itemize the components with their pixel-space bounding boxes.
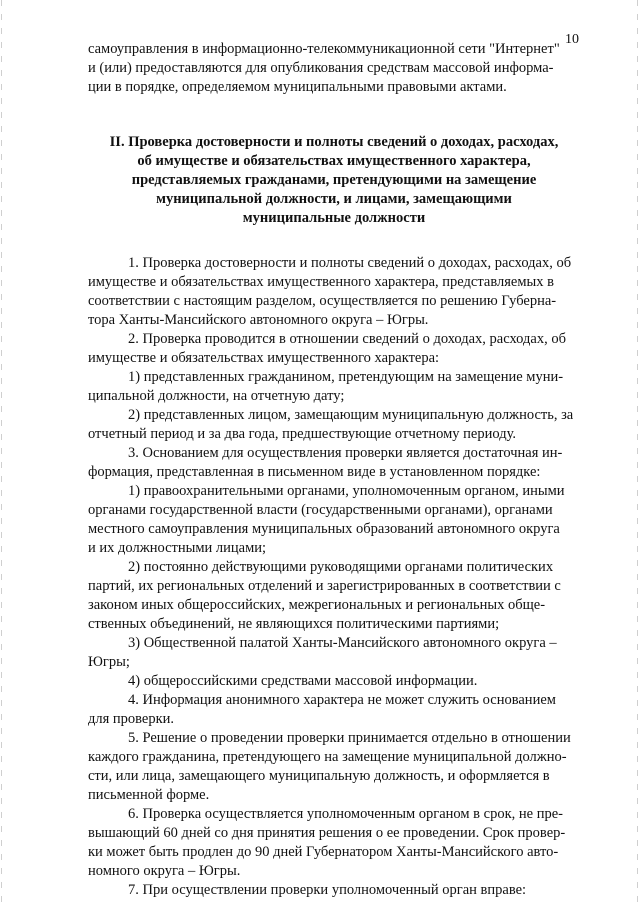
scan-edge-right (637, 0, 638, 905)
body-paragraph (88, 482, 580, 558)
text-line: тора Ханты-Мансийского автономного округа – Югры. (88, 312, 429, 328)
body-paragraph (88, 881, 580, 900)
text-line: 4. Информация анонимного характера не может служить основанием (128, 692, 556, 708)
body-paragraph (88, 634, 580, 672)
text-line: сти, или лица, замещающего муниципальную должность, и оформляется в (88, 768, 550, 784)
text-line: вышающий 60 дней со дня принятия решения о ее проведении. Срок провер- (88, 825, 566, 841)
intro-paragraph (88, 40, 580, 97)
text-line: номного округа – Югры. (88, 863, 241, 879)
text-line: Югры; (88, 654, 130, 670)
text-line: 5. Решение о проведении проверки принимается отдельно в отношении (128, 730, 571, 746)
text-line: 2) постоянно действующими руководящими органами политических (128, 559, 554, 575)
body-paragraph (88, 254, 580, 330)
body-paragraph (88, 805, 580, 881)
text-line: и их должностными лицами; (88, 540, 267, 556)
text-line: письменной форме. (88, 787, 210, 803)
text-line: самоуправления в информационно-телекоммуникационной сети "Интернет" (88, 41, 560, 57)
text-line: имуществе и обязательствах имущественного характера: (88, 350, 440, 366)
text-line: ции в порядке, определяемом муниципальными правовыми актами. (88, 79, 507, 95)
text-line: соответствии с настоящим разделом, осуществляется по решению Губерна- (88, 293, 557, 309)
text-line: 2. Проверка проводится в отношении сведений о доходах, расходах, об (128, 331, 566, 347)
body-paragraph (88, 444, 580, 482)
text-line: 1. Проверка достоверности и полноты сведений о доходах, расходах, об (128, 255, 572, 271)
text-line: органами государственной власти (государственными органами), органами (88, 502, 553, 518)
text-line: местного самоуправления муниципальных образований автономного округа (88, 521, 560, 537)
text-line: 6. Проверка осуществляется уполномоченным органом в срок, не пре- (128, 806, 563, 822)
body-paragraph (88, 672, 580, 691)
text-line: 7. При осуществлении проверки уполномоченный орган вправе: (128, 882, 527, 898)
text-line: 1) правоохранительными органами, уполномоченным органом, иными (128, 483, 565, 499)
text-line: и (или) предоставляются для опубликования средствам массовой информа- (88, 60, 554, 76)
heading-line: об имуществе и обязательствах имущественного характера, (137, 153, 531, 169)
heading-line: II. Проверка достоверности и полноты сведений о доходах, расходах, (109, 134, 559, 150)
heading-line: муниципальной должности, и лицами, замещающими (156, 191, 512, 207)
body-paragraph (88, 330, 580, 368)
text-line: ственных объединений, не являющихся политическими партиями; (88, 616, 500, 632)
section-paragraphs (88, 254, 580, 900)
text-line: для проверки. (88, 711, 175, 727)
text-line: 3) Общественной палатой Ханты-Мансийского автономного округа – (128, 635, 557, 651)
body-paragraph (88, 729, 580, 805)
text-line: 3. Основанием для осуществления проверки является достаточная ин- (128, 445, 563, 461)
page-number: 10 (565, 32, 579, 47)
text-line: законом иных общероссийских, межрегиональных и региональных обще- (88, 597, 546, 613)
text-line: отчетный период и за два года, предшествующие отчетному периоду. (88, 426, 517, 442)
section-heading (88, 133, 580, 228)
text-line: партий, их региональных отделений и зарегистрированных в соответствии с (88, 578, 561, 594)
text-line: 1) представленных гражданином, претендующим на замещение муни- (128, 369, 564, 385)
heading-line: представляемых гражданами, претендующими на замещение (131, 172, 537, 188)
text-line: каждого гражданина, претендующего на замещение муниципальной должно- (88, 749, 567, 765)
heading-line: муниципальные должности (242, 210, 426, 226)
body-paragraph (88, 691, 580, 729)
text-line: 4) общероссийскими средствами массовой информации. (128, 673, 478, 689)
text-line: имуществе и обязательствах имущественного характера, представляемых в (88, 274, 554, 290)
text-line: 2) представленных лицом, замещающим муниципальную должность, за (128, 407, 574, 423)
body-paragraph (88, 558, 580, 634)
text-line: ки может быть продлен до 90 дней Губернатором Ханты-Мансийского авто- (88, 844, 559, 860)
text-line: ципальной должности, на отчетную дату; (88, 388, 345, 404)
body-paragraph (88, 368, 580, 406)
body-paragraph (88, 406, 580, 444)
scan-edge-left (1, 0, 2, 905)
document-body (88, 40, 580, 900)
text-line: формация, представленная в письменном виде в установленном порядке: (88, 464, 541, 480)
